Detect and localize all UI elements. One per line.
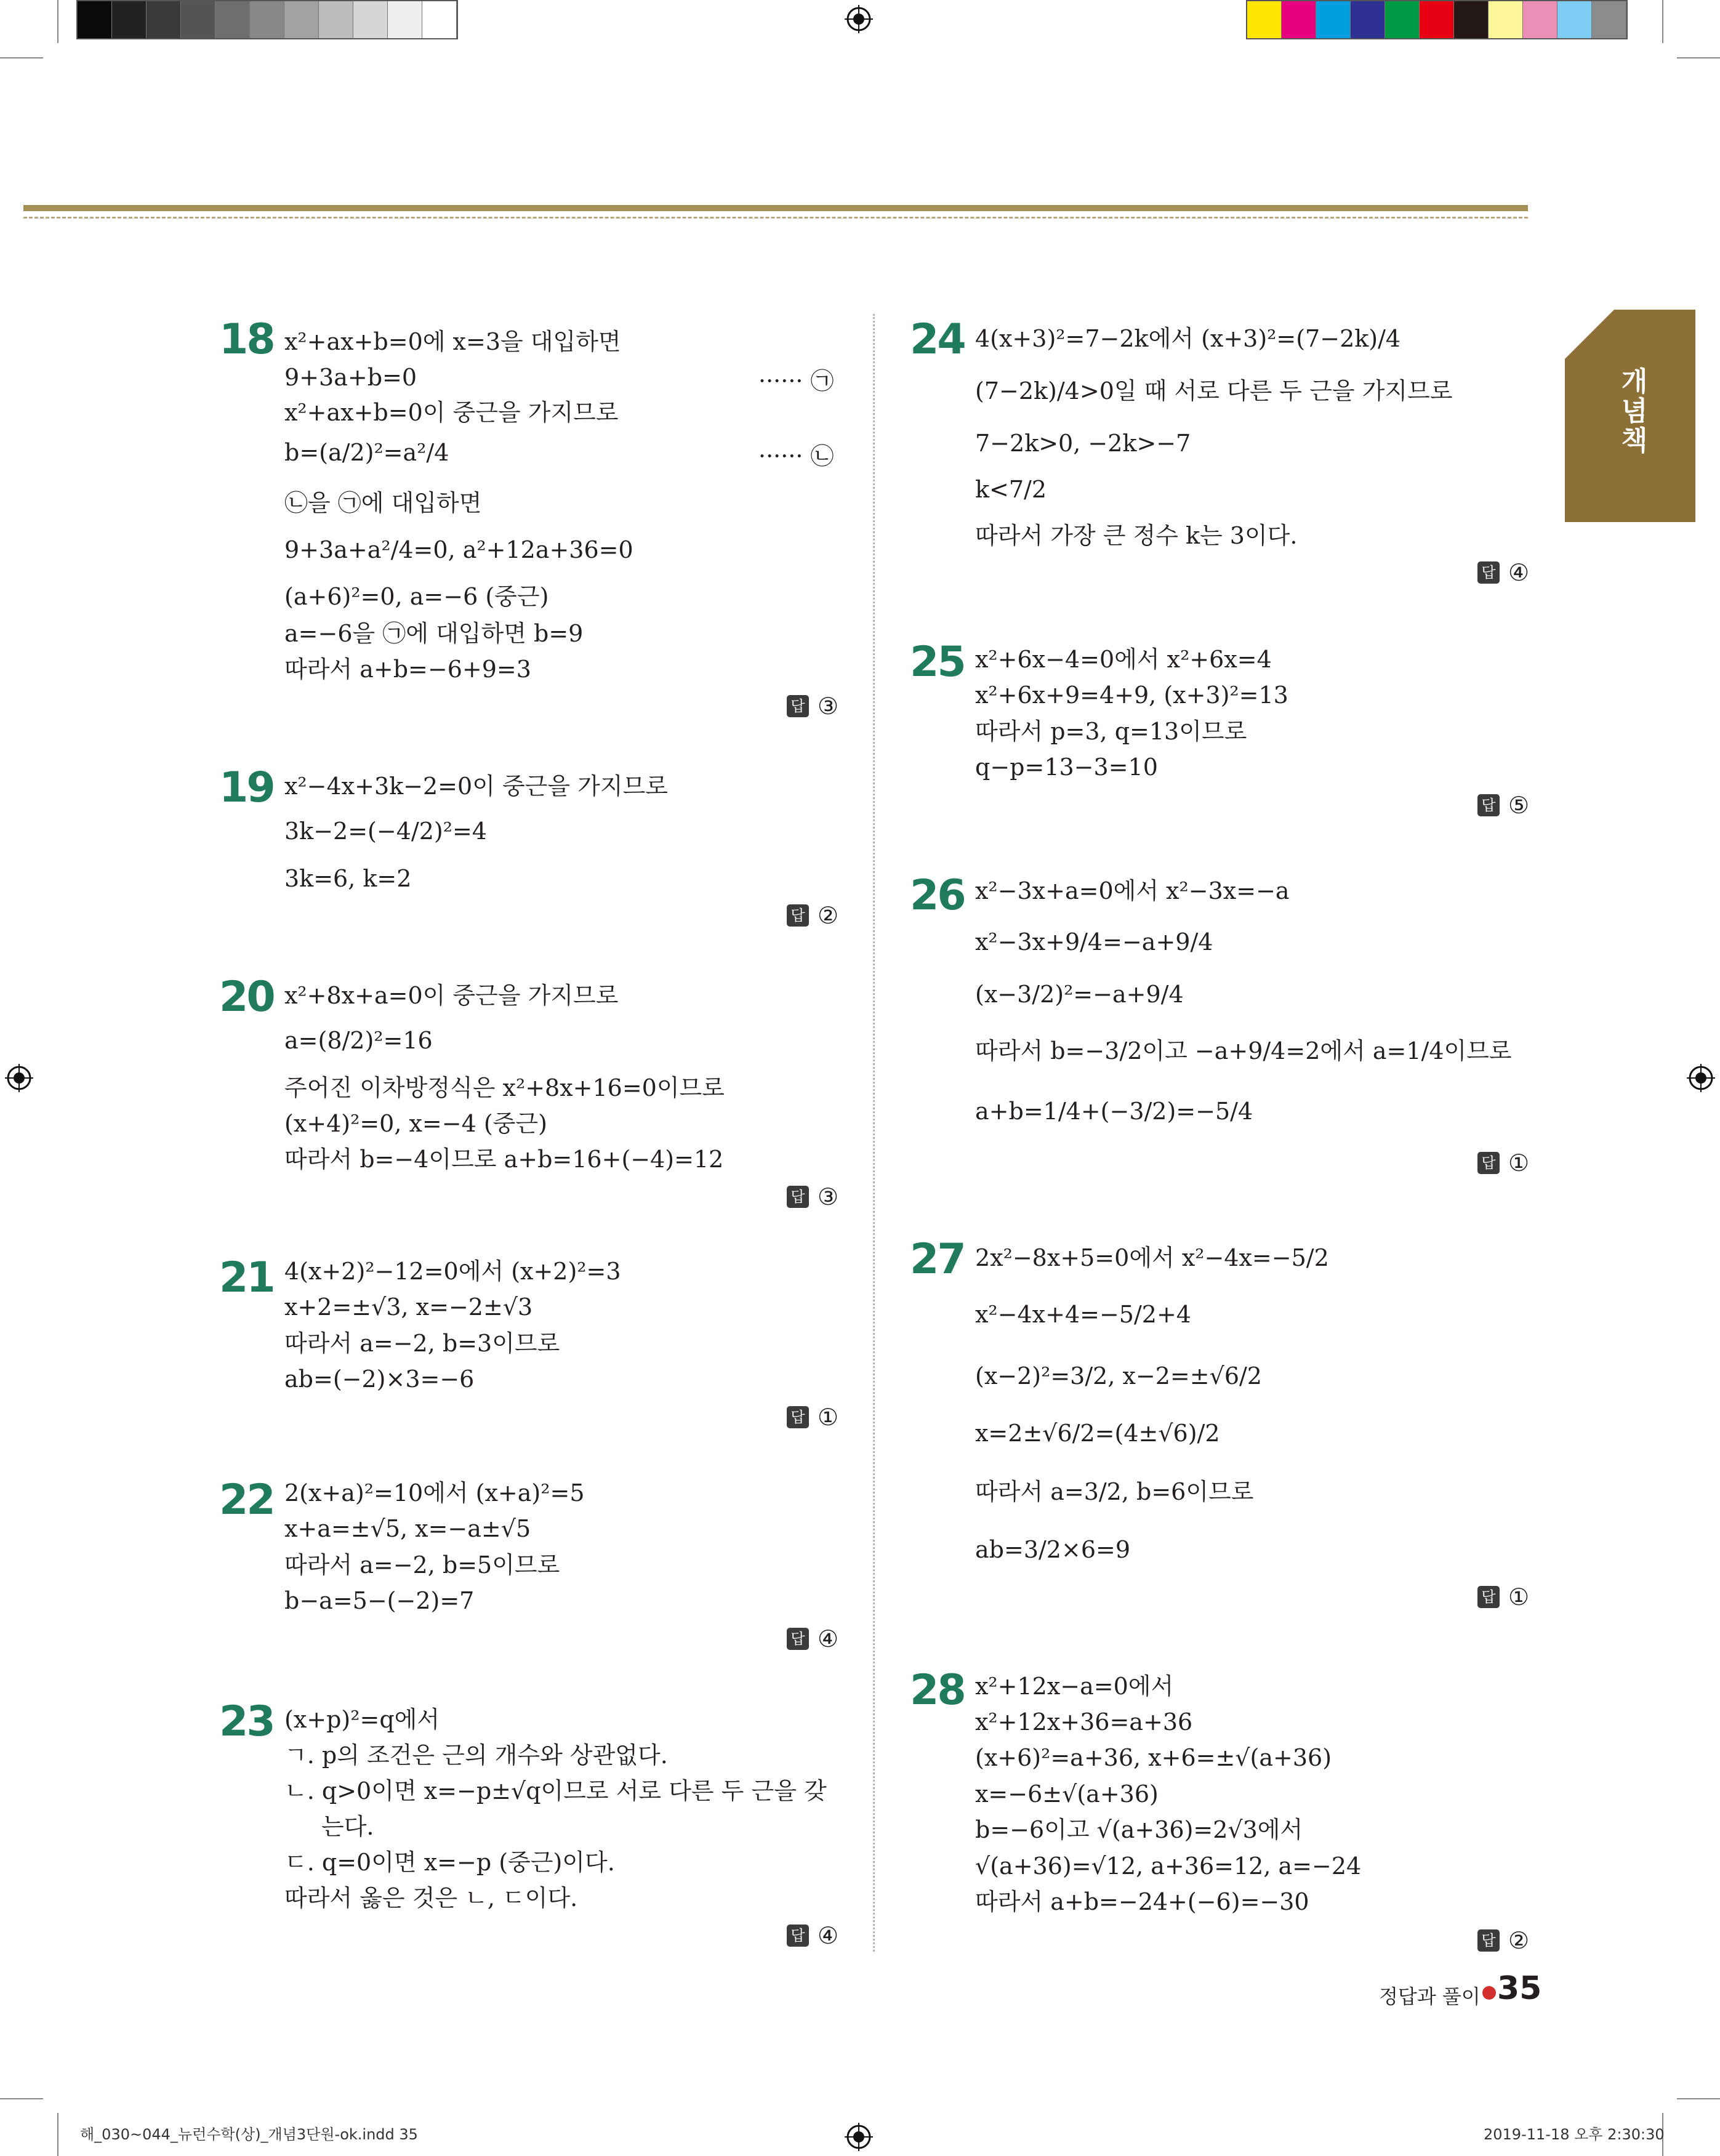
- side-tab-label: 개념책: [1616, 367, 1647, 456]
- solution-line: ab=3/2×6=9: [975, 1536, 1131, 1563]
- color-swatch: [1523, 1, 1557, 38]
- answer-icon: 답: [1477, 561, 1500, 584]
- answer-value: ④: [818, 1922, 839, 1949]
- solution-line: 주어진 이차방정식은 x²+8x+16=0이므로: [284, 1074, 725, 1101]
- solution-line: x²+6x+9=4+9, (x+3)²=13: [975, 682, 1288, 709]
- answer-value: ②: [1508, 1927, 1530, 1954]
- slug-timestamp: 2019-11-18 오후 2:30:30: [1484, 2126, 1665, 2143]
- solution-line: x=−6±√(a+36): [975, 1780, 1159, 1808]
- solution-line: 따라서 a+b=−24+(−6)=−30: [975, 1888, 1309, 1915]
- page-number: 35: [1497, 1970, 1542, 2007]
- color-swatch: [284, 1, 319, 38]
- answer-icon: 답: [787, 1406, 809, 1428]
- solution-line: x²−4x+3k−2=0이 중근을 가지므로: [284, 773, 669, 800]
- solution-line: 2(x+a)²=10에서 (x+a)²=5: [284, 1479, 585, 1506]
- answer-icon: 답: [787, 1925, 809, 1947]
- color-swatch: [319, 1, 353, 38]
- registration-mark-icon: [1687, 1064, 1715, 1092]
- answer-icon: 답: [787, 1186, 809, 1208]
- crop-mark: [57, 0, 58, 43]
- solution-line: ㄷ. q=0이면 x=−p (중근)이다.: [284, 1849, 615, 1876]
- problem-number: 20: [219, 973, 274, 1021]
- answer: [1477, 1583, 1529, 1611]
- solution-line: 2x²−8x+5=0에서 x²−4x=−5/2: [975, 1244, 1329, 1271]
- color-swatch: [147, 1, 181, 38]
- crop-mark: [0, 57, 43, 58]
- solution-line: 4(x+2)²−12=0에서 (x+2)²=3: [284, 1258, 621, 1285]
- answer-icon: 답: [1477, 794, 1500, 816]
- solution-line: x²−3x+a=0에서 x²−3x=−a: [975, 877, 1290, 904]
- color-swatch: [112, 1, 147, 38]
- solution-line: ㄴ. q>0이면 x=−p±√q이므로 서로 다른 두 근을 갖: [284, 1777, 827, 1804]
- color-swatch: [1420, 1, 1454, 38]
- color-calibration-bar: [1246, 0, 1628, 39]
- solution-line: x²+ax+b=0이 중근을 가지므로: [284, 399, 619, 426]
- color-swatch: [1247, 1, 1282, 38]
- solution-line: 따라서 b=−4이므로 a+b=16+(−4)=12: [284, 1146, 724, 1173]
- crop-mark: [57, 2113, 58, 2156]
- solution-line: (x+4)²=0, x=−4 (중근): [284, 1110, 547, 1137]
- color-swatch: [1489, 1, 1523, 38]
- registration-mark-icon: [845, 5, 873, 33]
- solution-line: 4(x+3)²=7−2k에서 (x+3)²=(7−2k)/4: [975, 325, 1401, 352]
- answer: [787, 693, 838, 720]
- problem-number: 18: [219, 315, 274, 364]
- solution-line: x²+6x−4=0에서 x²+6x=4: [975, 646, 1272, 673]
- color-swatch: [1282, 1, 1316, 38]
- answer-icon: 답: [1477, 1586, 1500, 1608]
- solution-line: ㉡을 ㉠에 대입하면: [284, 489, 482, 517]
- solution-line: ㄱ. p의 조건은 근의 개수와 상관없다.: [284, 1742, 668, 1769]
- crop-mark: [1677, 2098, 1720, 2099]
- problem-number: 23: [219, 1697, 274, 1746]
- solution-line: x²−4x+4=−5/2+4: [975, 1301, 1191, 1328]
- solution-line: 따라서 가장 큰 정수 k는 3이다.: [975, 522, 1298, 549]
- problem-number: 24: [910, 315, 965, 364]
- crop-mark: [1662, 0, 1663, 43]
- solution-line: 3k=6, k=2: [284, 865, 412, 892]
- solution-line: 는다.: [321, 1813, 374, 1840]
- footer-dot-icon: [1482, 1986, 1496, 2000]
- color-swatch: [1454, 1, 1489, 38]
- answer-value: ②: [818, 902, 839, 929]
- solution-line: x=2±√6/2=(4±√6)/2: [975, 1420, 1220, 1447]
- solution-line: 따라서 b=−3/2이고 −a+9/4=2에서 a=1/4이므로: [975, 1037, 1512, 1064]
- gray-scale-bar: [76, 0, 458, 39]
- solution-line: (a+6)²=0, a=−6 (중근): [284, 583, 549, 610]
- answer: [787, 1404, 838, 1431]
- answer-value: ④: [818, 1625, 839, 1652]
- answer: [1477, 1149, 1529, 1177]
- answer-value: ①: [1508, 1149, 1530, 1177]
- solution-line: x²−3x+9/4=−a+9/4: [975, 928, 1213, 955]
- answer-value: ③: [818, 693, 839, 720]
- problem-number: 28: [910, 1666, 965, 1715]
- color-swatch: [181, 1, 215, 38]
- solution-line: (x+6)²=a+36, x+6=±√(a+36): [975, 1744, 1332, 1771]
- header-rule: [23, 205, 1528, 211]
- color-swatch: [250, 1, 284, 38]
- solution-line: 따라서 a+b=−6+9=3: [284, 656, 531, 683]
- solution-line: √(a+36)=√12, a+36=12, a=−24: [975, 1852, 1362, 1880]
- slug-filename: 해_030~044_뉴런수학(상)_개념3단원-ok.indd 35: [80, 2126, 418, 2143]
- solution-line: 9+3a+b=0: [284, 364, 417, 391]
- column-divider: [873, 314, 875, 1952]
- color-swatch: [1385, 1, 1420, 38]
- answer: [787, 1183, 838, 1210]
- problem-number: 19: [219, 763, 274, 812]
- answer-icon: 답: [787, 904, 809, 927]
- registration-mark-icon: [5, 1064, 33, 1092]
- solution-line: 따라서 a=3/2, b=6이므로: [975, 1478, 1254, 1505]
- solution-line: 따라서 p=3, q=13이므로: [975, 718, 1247, 745]
- answer-value: ③: [818, 1183, 839, 1210]
- solution-line: 9+3a+a²/4=0, a²+12a+36=0: [284, 536, 633, 563]
- answer: [787, 902, 838, 929]
- registration-mark-icon: [845, 2123, 873, 2151]
- color-swatch: [388, 1, 422, 38]
- answer-icon: 답: [1477, 1929, 1500, 1952]
- solution-line: x²+12x+36=a+36: [975, 1708, 1193, 1736]
- color-swatch: [78, 1, 112, 38]
- solution-line: b=−6이고 √(a+36)=2√3에서: [975, 1816, 1303, 1843]
- solution-line: a=(8/2)²=16: [284, 1027, 433, 1054]
- problem-number: 22: [219, 1476, 274, 1524]
- solution-line: 7−2k>0, −2k>−7: [975, 430, 1191, 457]
- solution-line: a=−6을 ㉠에 대입하면 b=9: [284, 620, 584, 647]
- problem-number: 21: [219, 1253, 274, 1302]
- solution-line: x+2=±√3, x=−2±√3: [284, 1293, 533, 1321]
- solution-line: x+a=±√5, x=−a±√5: [284, 1515, 531, 1542]
- problem-number: 25: [910, 638, 965, 686]
- color-swatch: [1351, 1, 1385, 38]
- answer: [787, 1922, 838, 1949]
- solution-line: x²+ax+b=0에 x=3을 대입하면: [284, 328, 621, 355]
- problem-number: 26: [910, 871, 965, 920]
- answer-icon: 답: [787, 1628, 809, 1650]
- problem-number: 27: [910, 1235, 965, 1284]
- answer: [787, 1625, 838, 1652]
- color-swatch: [215, 1, 250, 38]
- header-dashed-rule: [23, 217, 1528, 219]
- answer-icon: 답: [1477, 1152, 1500, 1174]
- solution-line: ab=(−2)×3=−6: [284, 1366, 475, 1393]
- answer-value: ⑤: [1508, 792, 1530, 819]
- solution-line: k<7/2: [975, 476, 1047, 503]
- solution-line: q−p=13−3=10: [975, 754, 1158, 781]
- solution-line: a+b=1/4+(−3/2)=−5/4: [975, 1098, 1253, 1125]
- answer-icon: 답: [787, 695, 809, 717]
- solution-line: b=(a/2)²=a²/4: [284, 439, 449, 466]
- answer: [1477, 792, 1529, 819]
- solution-line: x²+12x−a=0에서: [975, 1673, 1174, 1700]
- color-swatch: [1557, 1, 1592, 38]
- answer-value: ①: [818, 1404, 839, 1431]
- equation-marker: ······ ㉠: [758, 368, 834, 395]
- answer-value: ①: [1508, 1583, 1530, 1611]
- solution-line: b−a=5−(−2)=7: [284, 1587, 475, 1614]
- solution-line: 따라서 a=−2, b=5이므로: [284, 1551, 560, 1579]
- answer: [1477, 1927, 1529, 1954]
- solution-line: x²+8x+a=0이 중근을 가지므로: [284, 982, 619, 1009]
- footer-title: 정답과 풀이: [1379, 1985, 1481, 2008]
- equation-marker: ······ ㉡: [758, 443, 834, 470]
- color-swatch: [422, 1, 457, 38]
- answer: [1477, 559, 1529, 586]
- solution-line: (x+p)²=q에서: [284, 1706, 440, 1733]
- solution-line: 따라서 옳은 것은 ㄴ, ㄷ이다.: [284, 1884, 578, 1912]
- color-swatch: [1592, 1, 1626, 38]
- solution-line: 3k−2=(−4/2)²=4: [284, 818, 487, 845]
- solution-line: 따라서 a=−2, b=3이므로: [284, 1330, 560, 1357]
- crop-mark: [0, 2098, 43, 2099]
- solution-line: (7−2k)/4>0일 때 서로 다른 두 근을 가지므로: [975, 377, 1453, 404]
- crop-mark: [1677, 57, 1720, 58]
- solution-line: (x−2)²=3/2, x−2=±√6/2: [975, 1362, 1262, 1390]
- answer-value: ④: [1508, 559, 1530, 586]
- solution-line: (x−3/2)²=−a+9/4: [975, 981, 1184, 1008]
- color-swatch: [353, 1, 388, 38]
- color-swatch: [1316, 1, 1351, 38]
